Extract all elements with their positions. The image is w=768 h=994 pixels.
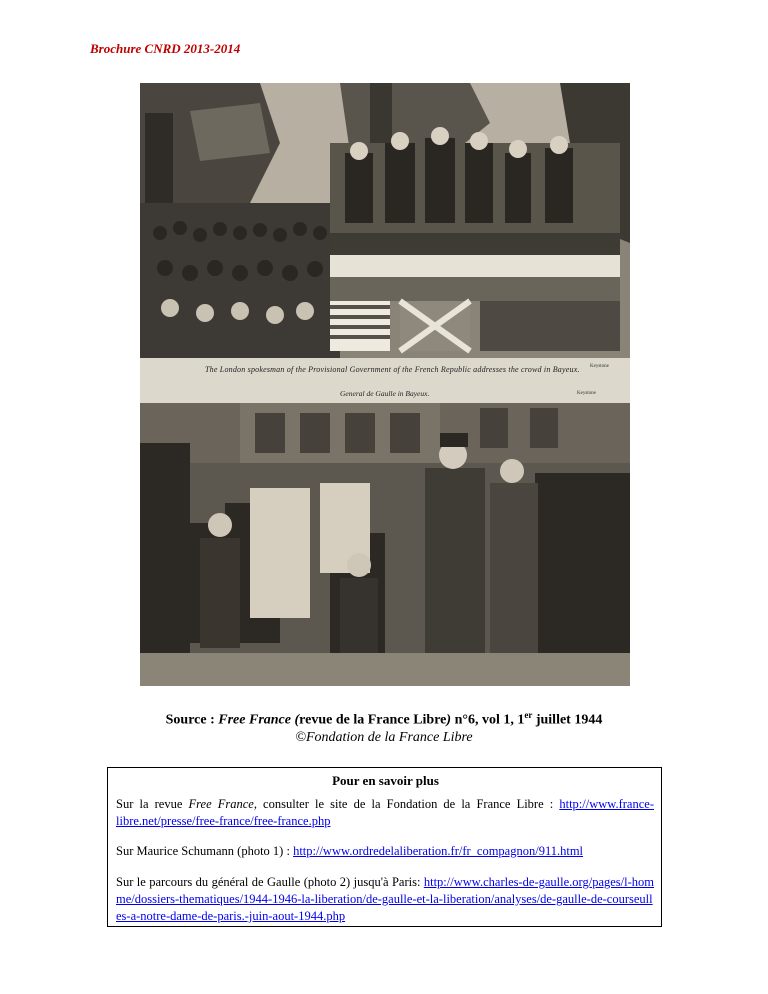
- photo-credit-top: Keystone: [590, 364, 609, 369]
- de-gaulle-link[interactable]: http://www.charles-de-gaulle.org/pages/l-homme/dossiers-thematiques/1944-1946-la-liberation/de-gaulle-et-la-liberation/analyses/de-gaulle-de-courseulles-a-notre-dame-de-paris.-juin-aout-1944.php: [116, 875, 654, 923]
- copyright-line: ©Fondation de la France Libre: [295, 730, 473, 745]
- p3-text: Sur le parcours du général de Gaulle (photo 2) jusqu'à Paris:: [116, 875, 424, 889]
- paragraph-de-gaulle: [116, 874, 654, 925]
- document-header: Brochure CNRD 2013-2014: [90, 41, 241, 56]
- source-issue: n°6, vol 1, 1: [451, 712, 525, 728]
- photo-caption-bottom: General de Gaulle in Bayeux.: [340, 389, 430, 398]
- source-sup: er: [524, 710, 533, 720]
- schumann-link[interactable]: http://www.ordredelaliberation.fr/fr_compagnon/911.html: [293, 844, 584, 858]
- source-line: [0, 710, 768, 729]
- more-info-box: [107, 767, 662, 927]
- paragraph-free-france: [116, 796, 654, 830]
- photo-caption-top: The London spokesman of the Provisional Government of the French Republic addresses the crowd in Bayeux.: [205, 365, 580, 374]
- historical-photo: [140, 83, 630, 686]
- paragraph-schumann: [116, 843, 654, 860]
- source-close: ): [446, 712, 452, 728]
- free-france-link[interactable]: http://www.france-libre.net/presse/free-france/free-france.php: [116, 797, 654, 828]
- source-journal-desc: revue de la France Libre: [299, 712, 447, 728]
- p1-text-a: Sur la revue: [116, 797, 189, 811]
- photo-de-gaulle-bayeux: [140, 403, 630, 686]
- source-journal: Free France (: [218, 712, 300, 728]
- p1-text-b: , consulter le site de la Fondation de la France Libre :: [253, 797, 560, 811]
- more-info-title: Pour en savoir plus: [332, 773, 439, 788]
- source-prefix: Source :: [165, 712, 219, 728]
- source-date: juillet 1944: [532, 712, 603, 728]
- photo-credit-bottom: Keystone: [577, 391, 596, 396]
- p1-text-em: Free France: [188, 797, 254, 811]
- p2-text: Sur Maurice Schumann (photo 1) :: [116, 844, 294, 858]
- photo-bayeux-speech: [140, 83, 630, 358]
